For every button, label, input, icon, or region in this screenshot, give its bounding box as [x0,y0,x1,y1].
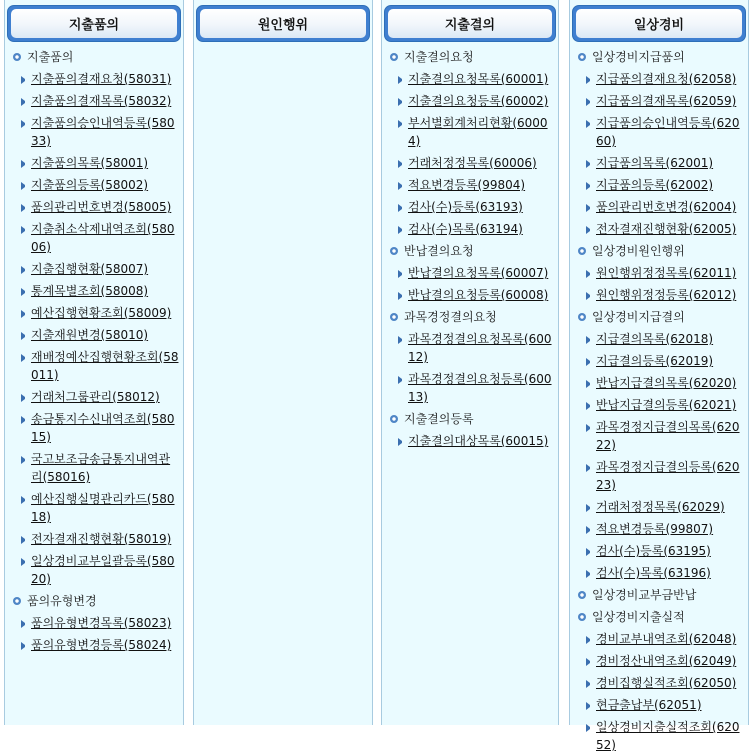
menu-link[interactable] [5,386,183,408]
menu-link[interactable] [570,68,748,90]
triangle-bullet-icon [586,358,594,366]
triangle-bullet-icon [398,120,406,128]
triangle-bullet-icon [586,464,594,472]
link-label[interactable]: 지급품의등록(62002) [596,178,714,192]
menu-link[interactable] [570,372,748,394]
menu-category [570,584,748,606]
column-title: 원인행위 [200,9,366,38]
category-label: 지출품의 [27,50,74,64]
triangle-bullet-icon [586,658,594,666]
triangle-bullet-icon [586,636,594,644]
circle-bullet-icon [578,591,586,599]
menu-link[interactable] [570,218,748,240]
menu-category [5,46,183,68]
triangle-bullet-icon [21,642,29,650]
triangle-bullet-icon [21,288,29,296]
menu-link[interactable] [570,174,748,196]
menu-link[interactable] [5,218,183,258]
circle-bullet-icon [578,313,586,321]
link-label[interactable]: 품의유형변경목록(58023) [31,616,172,630]
triangle-bullet-icon [398,76,406,84]
link-label[interactable]: 거래처정정목록(60006) [408,156,537,170]
triangle-bullet-icon [398,204,406,212]
link-label[interactable]: 과목경정결의요청등록(60013) [408,372,552,404]
link-label[interactable]: 반납지급결의목록(62020) [596,376,737,390]
circle-bullet-icon [578,247,586,255]
link-label[interactable]: 과목경정지급결의목록(62022) [596,420,740,452]
menu-link[interactable] [570,328,748,350]
menu-link[interactable] [570,540,748,562]
menu-link[interactable] [382,328,558,368]
menu-link[interactable] [570,262,748,284]
menu-link[interactable] [382,262,558,284]
link-label[interactable]: 현금출납부(62051) [596,698,702,712]
link-label[interactable]: 예산집행실명관리카드(58018) [31,492,175,524]
menu-link[interactable] [5,528,183,550]
circle-bullet-icon [578,53,586,61]
menu-link[interactable] [5,550,183,590]
menu-category [382,46,558,68]
link-label[interactable]: 예산집행현황조회(58009) [31,306,172,320]
link-label[interactable]: 적요변경등록(99804) [408,178,526,192]
triangle-bullet-icon [398,226,406,234]
menu-link[interactable] [570,394,748,416]
link-label[interactable]: 적요변경등록(99807) [596,522,714,536]
link-label[interactable]: 경비집행실적조회(62050) [596,676,737,690]
menu-category [570,240,748,262]
triangle-bullet-icon [586,402,594,410]
link-label[interactable]: 전자결재진행현황(62005) [596,222,737,236]
link-label[interactable]: 지출집행현황(58007) [31,262,149,276]
menu-link[interactable] [5,68,183,90]
triangle-bullet-icon [586,98,594,106]
menu-link[interactable] [5,152,183,174]
triangle-bullet-icon [21,204,29,212]
column-expenditure-resolution [381,0,559,725]
link-label[interactable]: 품의관리번호변경(58005) [31,200,172,214]
column-header [572,5,746,42]
menu-link[interactable] [382,152,558,174]
menu-link[interactable] [5,90,183,112]
menu-link[interactable] [570,350,748,372]
triangle-bullet-icon [586,182,594,190]
triangle-bullet-icon [586,226,594,234]
link-label[interactable]: 지급품의승인내역등록(62060) [596,116,740,148]
menu-list [570,46,748,756]
menu-link[interactable] [382,368,558,408]
column-expenditure-request [4,0,184,725]
triangle-bullet-icon [21,416,29,424]
menu-link[interactable] [570,416,748,456]
link-label[interactable]: 반납지급결의등록(62021) [596,398,737,412]
circle-bullet-icon [13,53,21,61]
category-label: 일상경비원인행위 [592,244,685,258]
category-label: 지출결의등록 [404,412,474,426]
menu-link[interactable] [5,196,183,218]
menu-list [382,46,558,452]
link-label[interactable]: 지급결의목록(62018) [596,332,714,346]
triangle-bullet-icon [398,336,406,344]
triangle-bullet-icon [21,310,29,318]
column-header [384,5,556,42]
column-daily-expenses [569,0,749,752]
menu-link[interactable] [570,672,748,694]
menu-link[interactable] [570,196,748,218]
triangle-bullet-icon [586,526,594,534]
link-label[interactable]: 지급품의결재요청(62058) [596,72,737,86]
link-label[interactable]: 검사(수)목록(63196) [596,566,711,580]
triangle-bullet-icon [398,182,406,190]
link-label[interactable]: 원인행위정정목록(62011) [596,266,737,280]
link-label[interactable]: 일상경비교부일괄등록(58020) [31,554,175,586]
circle-bullet-icon [13,597,21,605]
column-cause-action [193,0,373,725]
menu-category [5,590,183,612]
triangle-bullet-icon [586,424,594,432]
triangle-bullet-icon [398,376,406,384]
triangle-bullet-icon [586,204,594,212]
menu-link[interactable] [382,218,558,240]
menu-link[interactable] [382,68,558,90]
column-title: 지출결의 [388,9,552,38]
menu-link[interactable] [382,430,558,452]
link-label[interactable]: 일상경비지출실적조회(62052) [596,720,740,752]
menu-link[interactable] [570,496,748,518]
link-label[interactable]: 검사(수)등록(63193) [408,200,523,214]
triangle-bullet-icon [586,336,594,344]
triangle-bullet-icon [21,160,29,168]
triangle-bullet-icon [398,438,406,446]
triangle-bullet-icon [21,226,29,234]
triangle-bullet-icon [398,270,406,278]
link-label[interactable]: 검사(수)등록(63195) [596,544,711,558]
menu-category [382,306,558,328]
menu-category [570,46,748,68]
triangle-bullet-icon [586,702,594,710]
link-label[interactable]: 반납결의요청목록(60007) [408,266,549,280]
menu-link[interactable] [570,562,748,584]
link-label[interactable]: 경비정산내역조회(62049) [596,654,737,668]
triangle-bullet-icon [21,120,29,128]
triangle-bullet-icon [586,680,594,688]
triangle-bullet-icon [398,98,406,106]
link-label[interactable]: 품의관리번호변경(62004) [596,200,737,214]
link-label[interactable]: 검사(수)목록(63194) [408,222,523,236]
column-header [196,5,370,42]
category-label: 지출결의요청 [404,50,474,64]
link-label[interactable]: 통계목별조회(58008) [31,284,149,298]
triangle-bullet-icon [586,76,594,84]
menu-link[interactable] [382,284,558,306]
triangle-bullet-icon [586,380,594,388]
category-label: 과목경정결의요청 [404,310,497,324]
circle-bullet-icon [390,313,398,321]
menu-link[interactable] [382,90,558,112]
circle-bullet-icon [390,53,398,61]
triangle-bullet-icon [398,292,406,300]
menu-category [570,306,748,328]
circle-bullet-icon [390,247,398,255]
column-title: 지출품의 [11,9,177,38]
link-label[interactable]: 과목경정지급결의등록(62023) [596,460,740,492]
link-label[interactable]: 지출결의요청목록(60001) [408,72,549,86]
triangle-bullet-icon [586,270,594,278]
circle-bullet-icon [390,415,398,423]
triangle-bullet-icon [586,724,594,732]
triangle-bullet-icon [21,332,29,340]
menu-list [5,46,183,656]
link-label[interactable]: 지출결의대상목록(60015) [408,434,549,448]
menu-link[interactable] [382,196,558,218]
menu-link[interactable] [570,628,748,650]
triangle-bullet-icon [21,266,29,274]
link-label[interactable]: 재배정예산집행현황조회(58011) [31,350,179,382]
menu-link[interactable] [5,258,183,280]
link-label[interactable]: 지출품의승인내역등록(58033) [31,116,175,148]
menu-link[interactable] [5,448,183,488]
triangle-bullet-icon [586,292,594,300]
link-label[interactable]: 품의유형변경등록(58024) [31,638,172,652]
category-label: 일상경비지출실적 [592,610,685,624]
link-label[interactable]: 지출재원변경(58010) [31,328,149,342]
link-label[interactable]: 과목경정결의요청목록(60012) [408,332,552,364]
menu-link[interactable] [5,280,183,302]
menu-link[interactable] [570,456,748,496]
triangle-bullet-icon [21,182,29,190]
link-label[interactable]: 부서별회계처리현황(60004) [408,116,548,148]
menu-category [382,408,558,430]
link-label[interactable]: 지출품의등록(58002) [31,178,149,192]
menu-link[interactable] [5,612,183,634]
menu-link[interactable] [5,302,183,324]
link-label[interactable]: 지출취소삭제내역조회(58006) [31,222,175,254]
triangle-bullet-icon [21,536,29,544]
menu-link[interactable] [570,716,748,756]
triangle-bullet-icon [398,160,406,168]
menu-link[interactable] [5,346,183,386]
link-label[interactable]: 지출품의결재목록(58032) [31,94,172,108]
circle-bullet-icon [578,613,586,621]
menu-link[interactable] [5,488,183,528]
category-label: 일상경비지급결의 [592,310,685,324]
link-label[interactable]: 지급품의결재목록(62059) [596,94,737,108]
menu-link[interactable] [5,634,183,656]
link-label[interactable]: 전자결재진행현황(58019) [31,532,172,546]
link-label[interactable]: 지급결의등록(62019) [596,354,714,368]
menu-link[interactable] [382,112,558,152]
menu-link[interactable] [5,112,183,152]
link-label[interactable]: 지급품의목록(62001) [596,156,714,170]
menu-link[interactable] [5,408,183,448]
link-label[interactable]: 거래처정정목록(62029) [596,500,725,514]
link-label[interactable]: 반납결의요청등록(60008) [408,288,549,302]
menu-link[interactable] [570,90,748,112]
link-label[interactable]: 경비교부내역조회(62048) [596,632,737,646]
menu-link[interactable] [570,518,748,540]
link-label[interactable]: 거래처그룹관리(58012) [31,390,160,404]
link-label[interactable]: 지출결의요청등록(60002) [408,94,549,108]
menu-link[interactable] [570,284,748,306]
menu-link[interactable] [5,324,183,346]
column-title: 일상경비 [576,9,742,38]
triangle-bullet-icon [586,504,594,512]
triangle-bullet-icon [21,496,29,504]
category-label: 품의유형변경 [27,594,97,608]
triangle-bullet-icon [586,570,594,578]
category-label: 일상경비지급품의 [592,50,685,64]
triangle-bullet-icon [21,76,29,84]
menu-category [570,606,748,628]
triangle-bullet-icon [21,394,29,402]
triangle-bullet-icon [21,354,29,362]
triangle-bullet-icon [21,98,29,106]
triangle-bullet-icon [21,558,29,566]
triangle-bullet-icon [586,160,594,168]
menu-link[interactable] [5,174,183,196]
menu-link[interactable] [570,650,748,672]
column-header [7,5,181,42]
menu-link[interactable] [382,174,558,196]
menu-link[interactable] [570,152,748,174]
link-label[interactable]: 송금통지수신내역조회(58015) [31,412,175,444]
category-label: 반납결의요청 [404,244,474,258]
menu-link[interactable] [570,694,748,716]
triangle-bullet-icon [21,456,29,464]
menu-link[interactable] [570,112,748,152]
link-label[interactable]: 원인행위정정등록(62012) [596,288,737,302]
link-label[interactable]: 지출품의결재요청(58031) [31,72,172,86]
triangle-bullet-icon [21,620,29,628]
link-label[interactable]: 지출품의목록(58001) [31,156,149,170]
category-label: 일상경비교부금반납 [592,588,697,602]
link-label[interactable]: 국고보조금송금통지내역관리(58016) [31,452,171,484]
triangle-bullet-icon [586,120,594,128]
triangle-bullet-icon [586,548,594,556]
menu-category [382,240,558,262]
